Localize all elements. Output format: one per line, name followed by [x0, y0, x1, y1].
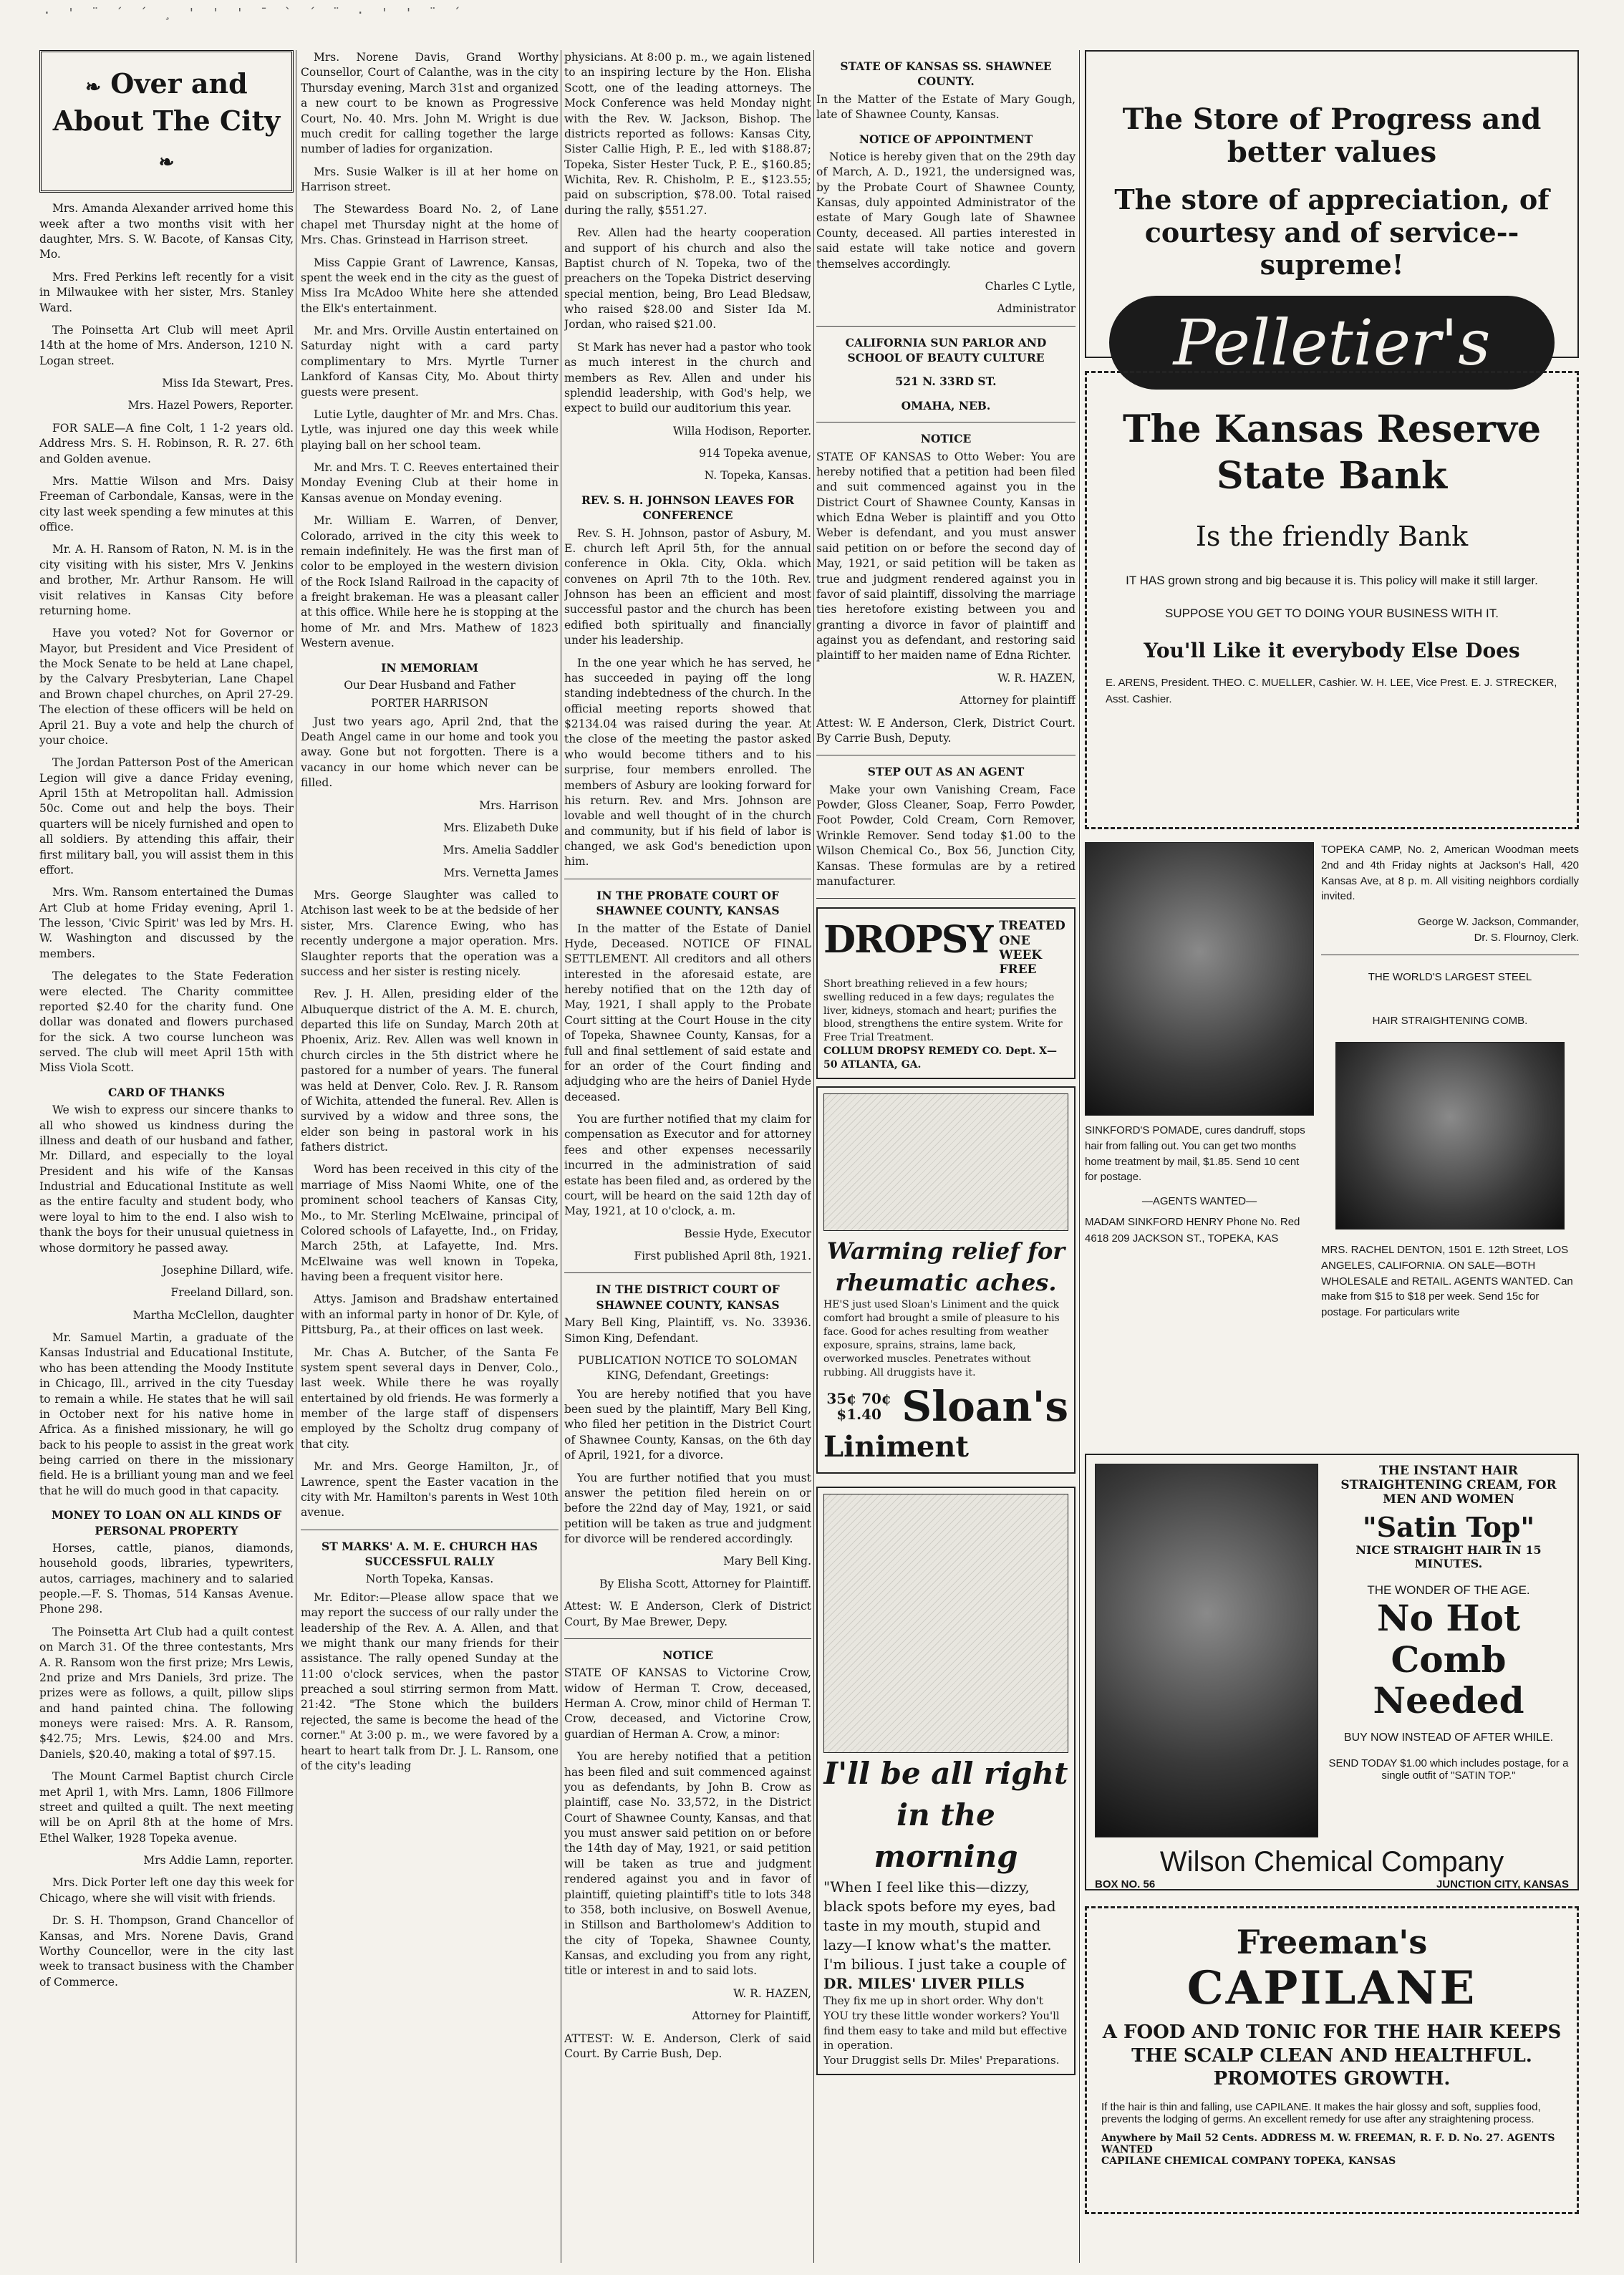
- signature: Miss Ida Stewart, Pres.: [162, 377, 294, 390]
- signature: W. R. HAZEN,: [733, 1986, 811, 2000]
- ad-footer: JUNCTION CITY, KANSAS: [1436, 1878, 1569, 1890]
- ad-body: SUPPOSE YOU GET TO DOING YOUR BUSINESS WITH IT.: [1164, 607, 1499, 620]
- article-heading: MONEY TO LOAN ON ALL KINDS OF PERSONAL PROPERTY: [51, 1508, 282, 1537]
- ad-body: BUY NOW INSTEAD OF AFTER WHILE.: [1343, 1731, 1554, 1744]
- news-item: Mr. Samuel Martin, a graduate of the Kansas Industrial and Educational Institute, who has been attending the Moody Institute in Chicago, Ill., arrived in the city Tuesday to remain a while. He states that he will sail in October next for his native home in Africa. As a finished missionary, he will go back to his people to assist in the great work being carried on there in the missionary field. He is a brilliant young man and we feel that he will do much good in that capacity.: [39, 1331, 294, 1497]
- ad-headline: I'll be all right in the morning: [823, 1755, 1068, 1874]
- article-body: Attest: W. E Anderson, Clerk of District Court, By Mae Brewer, Depy.: [564, 1600, 811, 1628]
- news-item: Mr. and Mrs. T. C. Reeves entertained their Monday Evening Club at their home in Kansas avenue on Monday evening.: [301, 461, 559, 505]
- signature: First published April 8th, 1921.: [634, 1250, 811, 1262]
- ad-body: "When I feel like this—dizzy, black spots before my eyes, bad taste in my mouth, stupid and lazy—I know what's the matter. I'm bilious. I just take a couple of: [823, 1878, 1066, 1973]
- news-item: Mrs. Fred Perkins left recently for a visit in Milwaukee with her sister, Mrs. Stanley Ward.: [39, 270, 294, 314]
- article-body: Notice is hereby given that on the 29th day of March, A. D., 1921, the undersigned was, by the Probate Court of Shawnee County, Kansas, duly appointed Administrator of the estate of Mary Gough late of Shawnee County, deceased. All parties interested in said estate will take notice and govern themselves accordingly.: [816, 150, 1076, 271]
- ad-headline: Warming relief for rheumatic aches.: [826, 1237, 1065, 1297]
- bank-name: The Kansas Reserve State Bank: [1122, 407, 1542, 498]
- signature: Mrs. Amelia Saddler: [443, 844, 559, 857]
- article-body: Rev. S. H. Johnson, pastor of Asbury, M. E. church left April 5th, for the annual conference in Okla. City, Okla. which convenes on April 7th to the 10th. Rev. Johnson has been an efficient and most successful pastor and the church has been edified both spiritually and financially under his leadership.: [564, 526, 811, 647]
- topeka-camp-notice: [1321, 842, 1579, 1444]
- bank-slogan: Is the friendly Bank: [1195, 521, 1469, 552]
- bank-officers: E. ARENS, President. THEO. C. MUELLER, Cashier. W. H. LEE, Vice Prest. E. J. STRECKER, Asst. Cashier.: [1106, 677, 1557, 705]
- ad-footer: Your Druggist sells Dr. Miles' Preparations.: [823, 2054, 1060, 2067]
- news-item: Mr. A. H. Ransom of Raton, N. M. is in the city visiting with his sister, Mrs V. Jenkins and brother, Mr. Arthur Ransom. He will visit relatives in Kansas City before returning home.: [39, 543, 294, 617]
- ad-heading: THE WORLD'S LARGEST STEEL: [1368, 970, 1532, 983]
- capilane-ad: [1085, 1906, 1579, 2214]
- ad-body: MRS. RACHEL DENTON, 1501 E. 12th Street, LOS ANGELES, CALIFORNIA. ON SALE—BOTH WHOLESALE and RETAIL. AGENTS WANTED. Can make from $15 to $18 per week. Send 15c for postage. For particulars write: [1321, 1244, 1573, 1318]
- article-subheading: PUBLICATION NOTICE TO SOLOMAN KING, Defendant, Greetings:: [578, 1353, 798, 1383]
- section-masthead: [39, 50, 294, 193]
- signature: Charles C Lytle,: [985, 279, 1076, 293]
- portrait-ads-row: [1085, 842, 1579, 1444]
- article-body: You are further notified that you must answer the petition filed herein on or before the 22nd day of May, 1921, or said petition will be taken as true and judgment for divorce will be rendered accordingly.: [564, 1471, 811, 1545]
- divider: [564, 1272, 811, 1273]
- divider: [816, 326, 1076, 327]
- article-body: STATE OF KANSAS to Otto Weber: You are hereby notified that a petition had been filed and suit commenced against you in the District Court of Shawnee County, Kansas in which Edna Weber is plaintiff and you Otto Weber is defendant, and you must answer said petition on or before the second day of May, 1921, or said petition will be taken as true and judgment rendered against you in favor of said plaintiff, dissolving the marriage ties heretofore existing between you and granting a divorce in favor of plaintiff and against you as defendant, and restoring said plaintiff to her maiden name of Edna Richter.: [816, 450, 1076, 662]
- ad-body: Short breathing relieved in a few hours; swelling reduced in a few days; regulates the liver, kidneys, stomach and heart; purifies the blood, strengthens the entire system. Write for Free Trial Treatment.: [823, 977, 1063, 1044]
- pelletiers-ad: [1085, 50, 1579, 380]
- ad-body: THE WONDER OF THE AGE.: [1367, 1583, 1530, 1597]
- article-heading: 521 N. 33RD ST.: [895, 375, 997, 389]
- ad-illustration: [823, 1494, 1068, 1753]
- ad-footer: BOX NO. 56: [1095, 1878, 1156, 1890]
- ad-body: If the hair is thin and falling, use CAPILANE. It makes the hair glossy and soft, supplies food, prevents the lodging of germs. An excellent remedy for use after any straightening process.: [1101, 2100, 1541, 2125]
- news-item: Mr. Chas A. Butcher, of the Santa Fe system spent several days in Denver, Colo., last week. While there he was royally entertained by old friends. He was formerly a member of the large staff of dispensers employed by the Scholtz drug company of that city.: [301, 1346, 559, 1451]
- article-heading: IN THE DISTRICT COURT OF SHAWNEE COUNTY, KANSAS: [596, 1283, 780, 1312]
- ad-tagline: The store of appreciation, of courtesy and of service--supreme!: [1114, 183, 1550, 281]
- satin-top-ad: [1085, 1454, 1579, 1890]
- signature: Mrs. Hazel Powers, Reporter.: [127, 399, 294, 412]
- news-item: Mr. William E. Warren, of Denver, Colorado, arrived in the city this week to remain indefinitely. He was the first man of color to be employed in the western division of the Rock Island Railroad in the capacity of a freight brakeman. He was a pleasant caller at this office. While here he is stopping at the home of Mr. and Mrs. Mathew of 1823 Western avenue.: [301, 514, 559, 650]
- sloans-liniment-ad: [816, 1086, 1076, 1474]
- article-heading: NOTICE: [920, 432, 972, 446]
- article-body: ATTEST: W. E. Anderson, Clerk of said Court. By Carrie Bush, Dep.: [564, 2032, 811, 2060]
- sinkford-ad: [1085, 842, 1314, 1444]
- news-item: Have you voted? Not for Governor or Mayor, but President and Vice President of the Mock Senate to be held at Lane chapel, by the Calvary Presbyterian, Lane Chapel and Brown chapel churches, on April 27-29. The election of these officers will be held on April 21. Buy a vote and help the church of your choice.: [39, 627, 294, 747]
- portrait-photo: [1335, 1042, 1565, 1230]
- news-item: Mrs. Amanda Alexander arrived home this week after a two months visit with her daughter, Mrs. S. W. Bacote, of Kansas City, Mo.: [39, 202, 294, 261]
- dropsy-ad: [816, 907, 1076, 1079]
- news-item: Word has been received in this city of the marriage of Miss Naomi White, one of the prominent school teachers of Kansas City, Mo., to Mr. Sterling McElwaine, principal of Colored schools of Lafayette, Ind., on Friday, March 25th, at Lafayette, Ind. Mrs. McElwaine was well known in Topeka, having been a frequent visitor here.: [301, 1163, 559, 1283]
- news-item: Mrs. Mattie Wilson and Mrs. Daisy Freeman of Carbondale, Kansas, were in the city last week spending a few minutes at this office.: [39, 474, 294, 534]
- signature: Dr. S. Flournoy, Clerk.: [1474, 931, 1579, 944]
- news-item: Miss Cappie Grant of Lawrence, Kansas, spent the week end in the city as the guest of Miss Ira McAdoo White here she attended the Elk's entertainment.: [301, 256, 559, 315]
- article-subheading: PORTER HARRISON: [371, 697, 488, 710]
- ad-title: DROPSY: [823, 918, 992, 962]
- news-item: Rev. J. H. Allen, presiding elder of the Albuquerque district of the A. M. E. church, departed this life on Sunday, March 20th at Phoenix, Ariz. Rev. Allen was well known in church circles in the 5th district where he pastored for a number of years. The funeral was held at Denver, Colo. Rev. J. R. Ransom of Wichita, attended the funeral. Rev. Allen is survived by a widow and three sons, the elder son being in pastoral work in his fathers district.: [301, 987, 559, 1154]
- article-body: Horses, cattle, pianos, diamonds, household goods, libraries, typewriters, autos, carriages, machinery and to salaried people.—F. S. Thomas, 514 Kansas Avenue. Phone 298.: [39, 1541, 294, 1616]
- ad-footer: CAPILANE CHEMICAL COMPANY TOPEKA, KANSAS: [1101, 2155, 1396, 2167]
- article-heading: CARD OF THANKS: [107, 1085, 226, 1099]
- news-item: The delegates to the State Federation were elected. The Charity committee reported $2.40 for the charity fund. One dollar was donated and flowers purchased for the sick. A two course luncheon was served. The club will meet April 15th with Miss Viola Scott.: [39, 970, 294, 1075]
- section-title: Over and About The City: [52, 67, 281, 137]
- ad-body: NICE STRAIGHT HAIR IN 15 MINUTES.: [1355, 1543, 1542, 1570]
- article-body: physicians. At 8:00 p. m., we again listened to an inspiring lecture by the Hon. Elisha Scott, one of the leading attorneys. The Mock Conference was held Monday night with the Rev. W. Jackson, Bishop. The districts reported as follows: Kansas City, Sister Callie High, P. E., led with $188.87; Topeka, Sister Hester Tuck, P. E., $160.85; Wichita, Rev. R. Chisholm, P. E., $123.55; paid on subscription, $78.00. Total raised during the rally, $551.27.: [564, 51, 811, 217]
- portrait-photo: [1095, 1464, 1318, 1837]
- news-item: The Stewardess Board No. 2, of Lane chapel met Thursday night at the home of Mrs. Chas. Grinstead in Harrison street.: [301, 203, 559, 247]
- ad-footer: COLLUM DROPSY REMEDY CO. Dept. X—50 ATLANTA, GA.: [823, 1045, 1057, 1071]
- ad-footer: Anywhere by Mail 52 Cents. ADDRESS M. W. FREEMAN, R. F. D. No. 27. AGENTS WANTED: [1101, 2132, 1555, 2155]
- article-heading: REV. S. H. JOHNSON LEAVES FOR CONFERENCE: [581, 493, 794, 523]
- signature: By Elisha Scott, Attorney for Plaintiff.: [599, 1577, 811, 1590]
- news-item: The Poinsetta Art Club had a quilt contest on March 31. Of the three contestants, Mrs A. R. Ransom won the first prize; Mrs Lewis, 2nd prize and Mrs Daniels, 3rd prize. The prizes were as follows, a quilt, pillow slips and hand painted china. The following moneys were raised: Mrs. A. R. Ransom, $42.75; Mrs. Lewis, $24.00 and Mrs. Daniels, $20.40, making a total of $97.15.: [39, 1625, 294, 1761]
- article-body: In the Matter of the Estate of Mary Gough, late of Shawnee County, Kansas.: [816, 92, 1076, 122]
- ad-heading: STEP OUT AS AN AGENT: [867, 765, 1025, 779]
- ad-product: "Satin Top": [1362, 1511, 1535, 1543]
- news-item: Mr. and Mrs. Orville Austin entertained on Saturday night with a card party complimentary to Mrs. Myrtle Turner Lankford of Kansas City, Mo. About thirty guests were present.: [301, 324, 559, 399]
- news-item: Lutie Lytle, daughter of Mr. and Mrs. Chas. Lytle, was injured one day this week while playing ball on her school team.: [301, 407, 559, 452]
- signature: Freeland Dillard, son.: [170, 1286, 294, 1300]
- ornament-icon: ❧: [158, 151, 175, 173]
- ad-product: Liniment: [823, 1429, 969, 1464]
- article-body: Attest: W. E Anderson, Clerk, District Court. By Carrie Bush, Deputy.: [816, 716, 1076, 745]
- article-body: You are hereby notified that you have been sued by the plaintiff, Mary Bell King, who filed her petition in the District Court of Shawnee County, Kansas, on the 6th day of April, 1921, for a divorce.: [564, 1387, 811, 1462]
- article-subheading: North Topeka, Kansas.: [365, 1573, 494, 1586]
- pelletiers-logo: Pelletier's: [1109, 296, 1555, 390]
- miles-pills-ad: [816, 1487, 1076, 2075]
- signature: W. R. HAZEN,: [997, 671, 1076, 685]
- news-item: FOR SALE—A fine Colt, 1 1-2 years old. Address Mrs. S. H. Robinson, R. R. 27. 6th and Golden avenue.: [39, 421, 294, 465]
- signature: Bessie Hyde, Executor: [684, 1227, 811, 1240]
- signature: Josephine Dillard, wife.: [162, 1263, 294, 1277]
- signature: Martha McClellon, daughter: [132, 1308, 294, 1322]
- ornament-icon: ❧: [85, 77, 102, 98]
- signature: Mrs. Harrison: [479, 798, 559, 812]
- signature: Mrs. Elizabeth Duke: [443, 821, 559, 834]
- article-body: St Mark has never had a pastor who took as much interest in the church and members as Rev. Allen and under his splendid leadership, with God's help, we expect to build our auditorium this year.: [564, 340, 811, 415]
- signature: Willa Hodison, Reporter.: [672, 424, 811, 438]
- ad-product: CAPILANE: [1186, 1961, 1477, 2015]
- signature: Mrs Addie Lamn, reporter.: [143, 1854, 294, 1868]
- news-item: Attys. Jamison and Bradshaw entertained with an informal party in honor of Dr. Kyle, of Pittsburg, Pa., at their offices on last week.: [301, 1293, 559, 1337]
- article-heading: ST MARKS' A. M. E. CHURCH HAS SUCCESSFUL RALLY: [322, 1539, 538, 1568]
- article-body: You are further notified that my claim for compensation as Executor and for attorney fees and other expenses necessarily incurred in the administration of said estate has been filed and, as ordered by the court, will be heard on the said 12th day of May, 1921, at 10 o'clock, a. m.: [564, 1113, 811, 1218]
- ad-body: IT HAS grown strong and big because it is. This policy will make it still larger.: [1126, 574, 1538, 587]
- ad-brand: Sloan's: [902, 1381, 1068, 1431]
- news-item: Mr. and Mrs. George Hamilton, Jr., of Lawrence, spent the Easter vacation in the city with Mr. Hamilton's parents in West 10th avenue.: [301, 1460, 559, 1520]
- article-heading: OMAHA, NEB.: [901, 398, 991, 412]
- ad-brand: Wilson Chemical Company: [1159, 1846, 1504, 1878]
- article-heading: NOTICE: [662, 1648, 713, 1662]
- article-heading: NOTICE OF APPOINTMENT: [859, 132, 1033, 146]
- news-item: Mrs. Wm. Ransom entertained the Dumas Art Club at home Friday evening, April 1. The lesson, 'Civic Spirit' was led by Mrs. H. W. Washington and discussed by the members.: [39, 886, 294, 960]
- article-heading: CALIFORNIA SUN PARLOR AND SCHOOL OF BEAUTY CULTURE: [845, 335, 1047, 364]
- column-4: [816, 50, 1076, 2263]
- signature: Mrs. Vernetta James: [443, 866, 559, 879]
- ad-tagline: TREATED ONE WEEK FREE: [999, 919, 1065, 977]
- article-body: Mary Bell King, Plaintiff, vs. No. 33936. Simon King, Defendant.: [564, 1316, 811, 1345]
- article-body: STATE OF KANSAS to Victorine Crow, widow of Herman T. Crow, deceased, Herman A. Crow, minor child of Herman T. Crow, deceased, and Victorine Crow, guardian of Herman A. Crow, a minor:: [564, 1666, 811, 1741]
- signature: 914 Topeka avenue,: [699, 447, 811, 460]
- column-5-ads: [1085, 50, 1579, 2263]
- article-body: In the one year which he has served, he has succeeded in paying off the long standing indebtedness of the church. In the official meeting reports showed that $2134.04 was raised during the year. At the close of the meeting the pastor asked who would become tithers and to his surprise, four members enrolled. The members of Asbury are looking forward for his return. Rev. and Mrs. Johnson are lovable and well thought of in the church and community, but if his field of labor is changed, we ask God's benediction upon him.: [564, 656, 811, 869]
- ad-body: SINKFORD'S POMADE, cures dandruff, stops hair from falling out. You can get two months home treatment by mail, $1.85. Send 10 cent for postage.: [1085, 1124, 1305, 1184]
- article-body: You are hereby notified that a petition has been filed and suit commenced against you as defendants, by John B. Crow as plaintiff, case No. 33,572, in the District Court of Shawnee County, Kansas, and that you must answer said petition on or before the 14th day of May, 1921, or said petition will be taken as true and judgment rendered against you and in favor of plaintiff, quieting plaintiff's title to lots 348 to 358, both inclusive, on Boswell Avenue, in Stillson and Bartholomew's Addition to the city of Topeka, Shawnee County, Kansas, and excluding you from any right, title or interest in and to said lots.: [564, 1750, 811, 1978]
- column-rule: [813, 50, 814, 2263]
- news-item: Mrs. Norene Davis, Grand Worthy Counsellor, Court of Calanthe, was in the city Thursday evening, March 31st and organized a new court to be known as Progressive Court, No. 40. Mrs. John M. Wright is due much credit for calling together the large number of ladies for organization.: [301, 51, 559, 156]
- news-item: Mrs. George Slaughter was called to Atchison last week to be at the bedside of her sister, Mrs. Clarence Ewing, who has recently undergone a major operation. Mrs. Slaughter reports that the operation was a success and her sister is resting nicely.: [301, 889, 559, 978]
- signature: Administrator: [997, 302, 1076, 316]
- article-body: Mr. Editor:—Please allow space that we may report the success of our rally under the leadership of the Rev. A. A. Allen, and that we might thank our many friends for their assistance. The rally opened Sunday at the 11:00 o'clock services, when the pastor preached a soul stirring sermon from Matt. 21:42. "The Stone which the builders rejected, the same is become the head of the corner." At 3:00 p. m., we were favored by a heart to heart talk from Dr. J. L. Ransom, one of the city's leading: [301, 1590, 559, 1772]
- top-margin-marks: · ' ¨ ´ ´ ¸ ' ' ' ¯ ` ´ ¨ · ' ' ¨ ´: [43, 6, 465, 21]
- ad-heading: —AGENTS WANTED—: [1141, 1195, 1257, 1207]
- ad-heading: HAIR STRAIGHTENING COMB.: [1372, 1015, 1528, 1028]
- ad-heading: THE INSTANT HAIR STRAIGHTENING CREAM, FOR MEN AND WOMEN: [1340, 1464, 1557, 1507]
- column-2: [301, 50, 559, 2263]
- signature: Attorney for plaintiff: [960, 694, 1076, 707]
- column-rule: [1079, 50, 1080, 2263]
- article-heading: IN THE PROBATE COURT OF SHAWNEE COUNTY, KANSAS: [596, 888, 780, 918]
- ad-footer: MADAM SINKFORD HENRY Phone No. Red 4618 209 JACKSON ST., TOPEKA, KAS: [1085, 1216, 1300, 1245]
- column-1: [39, 50, 294, 2263]
- ad-tagline: The Store of Progress and better values: [1122, 102, 1542, 169]
- ad-headline: No Hot Comb Needed: [1373, 1597, 1524, 1721]
- divider: [816, 898, 1076, 899]
- signature: Attorney for Plaintiff,: [692, 2009, 811, 2023]
- kansas-reserve-bank-ad: [1085, 371, 1579, 829]
- ad-brand: Freeman's: [1236, 1923, 1428, 1961]
- column-3: [564, 50, 811, 2263]
- article-body: Just two years ago, April 2nd, that the Death Angel came in our home and took you away. Gone but not forgotten. There is a vacancy in our home which never can be filled.: [301, 715, 559, 790]
- signature: George W. Jackson, Commander,: [1417, 916, 1579, 928]
- ad-illustration: [823, 1093, 1068, 1231]
- article-body: We wish to express our sincere thanks to all who showed us kindness during the illness and death of our husband and father, Mr. Dillard, and especially to the loyal President and his wife of the Kansas Industrial and Educational Institute as well as the entire faculty and student body, who were loyal to him to the end. I also wish to thank the boys for their unusual quietness in whose dormitory he passed away.: [39, 1103, 294, 1255]
- news-item: Mrs. Dick Porter left one day this week for Chicago, where she will visit with friends.: [39, 1876, 294, 1905]
- ad-tagline: You'll Like it everybody Else Does: [1144, 639, 1520, 663]
- signature: Mary Bell King.: [723, 1555, 811, 1568]
- article-heading: STATE OF KANSAS SS. SHAWNEE COUNTY.: [840, 59, 1052, 89]
- news-item: Mrs. Susie Walker is ill at her home on Harrison street.: [301, 165, 559, 193]
- news-item: The Poinsetta Art Club will meet April 14th at the home of Mrs. Anderson, 1210 N. Logan street.: [39, 323, 294, 367]
- article-heading: IN MEMORIAM: [381, 660, 478, 675]
- portrait-photo: [1085, 842, 1314, 1116]
- ad-body: TOPEKA CAMP, No. 2, American Woodman meets 2nd and 4th Friday nights at Jackson's Hall, 420 Kansas Ave, at 8 p. m. All visiting neighbors cordially invited.: [1321, 844, 1579, 903]
- ad-body: Make your own Vanishing Cream, Face Powder, Gloss Cleaner, Soap, Ferro Powder, Foot Powder, Cold Cream, Corn Remover, Wrinkle Remover. Send today $1.00 to the Wilson Chemical Co., Box 56, Junction City, Kansas. These formulas are by a retired manufacturer.: [816, 783, 1076, 888]
- news-item: Dr. S. H. Thompson, Grand Chancellor of Kansas, and Mrs. Norene Davis, Grand Worthy Councellor, were in the city last week to transact business with the Chamber of Commerce.: [39, 1914, 294, 1989]
- ad-body: HE'S just used Sloan's Liniment and the quick comfort had brought a smile of pleasure to his face. Good for aches resulting from weather exposure, sprains, strains, lame back, overworked muscles. Penetrates without rubbing. All druggists have it.: [823, 1299, 1060, 1378]
- ad-product: DR. MILES' LIVER PILLS: [823, 1974, 1025, 1992]
- ad-body: They fix me up in short order. Why don't YOU try these little wonder workers? You'll find them easy to take and mild but effective in operation.: [823, 1994, 1068, 2052]
- article-body: In the matter of the Estate of Daniel Hyde, Deceased. NOTICE OF FINAL SETTLEMENT. All creditors and all others interested in the aforesaid estate, are hereby notified that on the 12th day of May, 1921, I shall apply to the Probate Court sitting at the Court House in the city of Topeka, Shawnee County, Kansas, for a full and final settlement of said estate and for an order of the Court finding and adjudging who are the heirs of Daniel Hyde deceased.: [564, 922, 811, 1103]
- signature: N. Topeka, Kansas.: [704, 469, 811, 483]
- news-item: The Mount Carmel Baptist church Circle met April 1, with Mrs. Lamn, 1806 Fillmore street and quilted a quilt. The next meeting will be on April 8th at the home of Mrs. Ethel Walker, 1928 Topeka avenue.: [39, 1770, 294, 1845]
- article-subheading: Our Dear Husband and Father: [344, 678, 516, 692]
- ad-body: SEND TODAY $1.00 which includes postage, for a single outfit of "SATIN TOP.": [1328, 1757, 1569, 1782]
- article-body: Rev. Allen had the hearty cooperation and support of his church and also the Baptist church of N. Topeka, two of the preachers on the Topeka District deserving special mention, being, Bro Lead Bledsaw, who raised $28.00 and Sister Ida M. Jordan, who raised $21.00.: [564, 226, 811, 332]
- ad-headline: A FOOD AND TONIC FOR THE HAIR KEEPS THE SCALP CLEAN AND HEALTHFUL. PROMOTES GROWTH.: [1102, 2022, 1562, 2090]
- divider: [564, 1638, 811, 1639]
- ad-prices: 35¢ 70¢ $1.40: [826, 1389, 891, 1423]
- news-item: The Jordan Patterson Post of the American Legion will give a dance Friday evening, April 15th at Metropolitan hall. Admission 50c. Come out and help the boys. Their quarters will be nicely furnished and open to all soldiers. By attending this affair, their first military ball, you will assist them in this effort.: [39, 756, 294, 876]
